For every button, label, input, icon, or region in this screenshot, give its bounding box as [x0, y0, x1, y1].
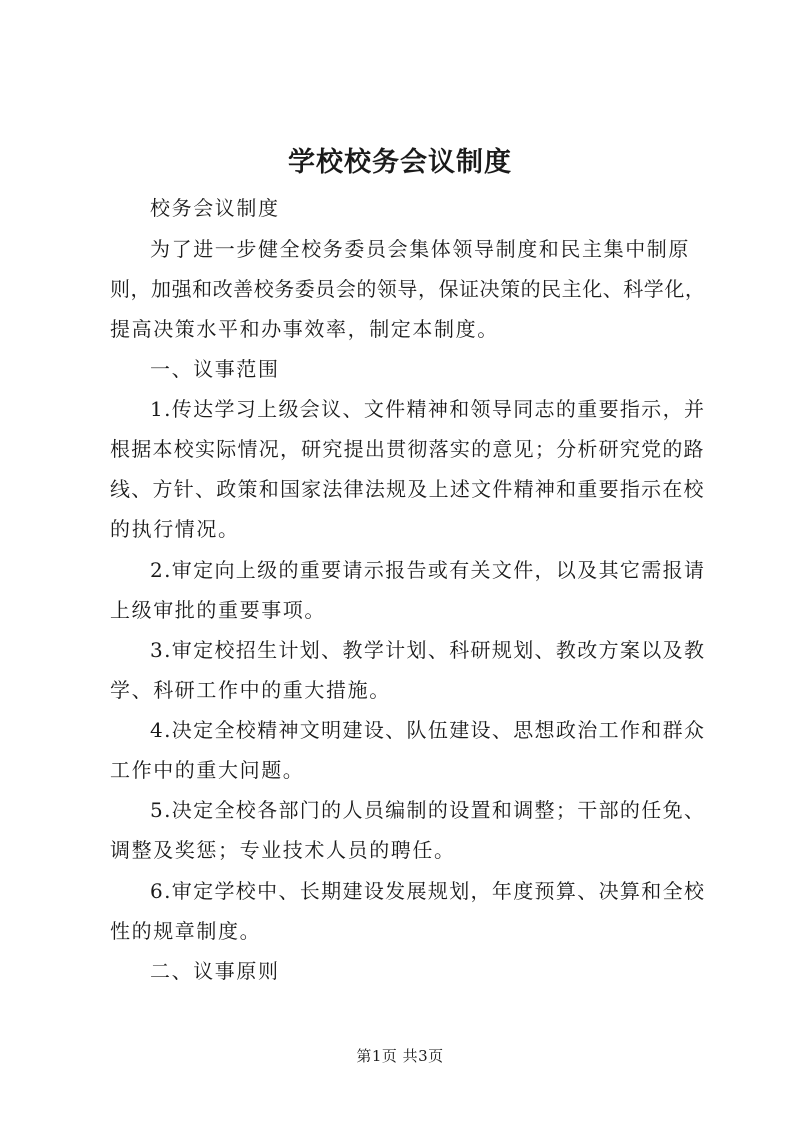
body-line: 4.决定全校精神文明建设、队伍建设、思想政治工作和群众: [150, 718, 706, 742]
body-line: 根据本校实际情况，研究提出贯彻落实的意见；分析研究党的路: [110, 437, 705, 461]
body-line: 6.审定学校中、长期建设发展规划，年度预算、决算和全校: [150, 879, 706, 903]
body-line: 1.传达学习上级会议、文件精神和领导同志的重要指示，并: [150, 397, 706, 421]
body-line: 2.审定向上级的重要请示报告或有关文件，以及其它需报请: [150, 558, 706, 582]
section-heading: 二、议事原则: [150, 959, 280, 983]
body-line: 3.审定校招生计划、教学计划、科研规划、教改方案以及教: [150, 638, 706, 662]
body-line: 工作中的重大问题。: [110, 758, 305, 782]
document-title: 学校校务会议制度: [288, 147, 512, 178]
page-number-footer: 第1页 共3页: [356, 1047, 444, 1065]
body-line: 提高决策水平和办事效率，制定本制度。: [110, 317, 499, 341]
body-line: 调整及奖惩；专业技术人员的聘任。: [110, 838, 456, 862]
body-line: 为了进一步健全校务委员会集体领导制度和民主集中制原: [150, 237, 690, 261]
section-heading: 一、议事范围: [150, 357, 280, 381]
body-line: 的执行情况。: [110, 517, 240, 541]
body-line: 上级审批的重要事项。: [110, 598, 326, 622]
body-line: 线、方针、政策和国家法律法规及上述文件精神和重要指示在校: [110, 477, 705, 501]
body-line: 性的规章制度。: [110, 919, 262, 943]
section-heading: 校务会议制度: [150, 196, 280, 220]
body-line: 5.决定全校各部门的人员编制的设置和调整；干部的任免、: [150, 798, 706, 822]
body-line: 则，加强和改善校务委员会的领导，保证决策的民主化、科学化，: [110, 277, 706, 301]
body-line: 学、科研工作中的重大措施。: [110, 678, 391, 702]
